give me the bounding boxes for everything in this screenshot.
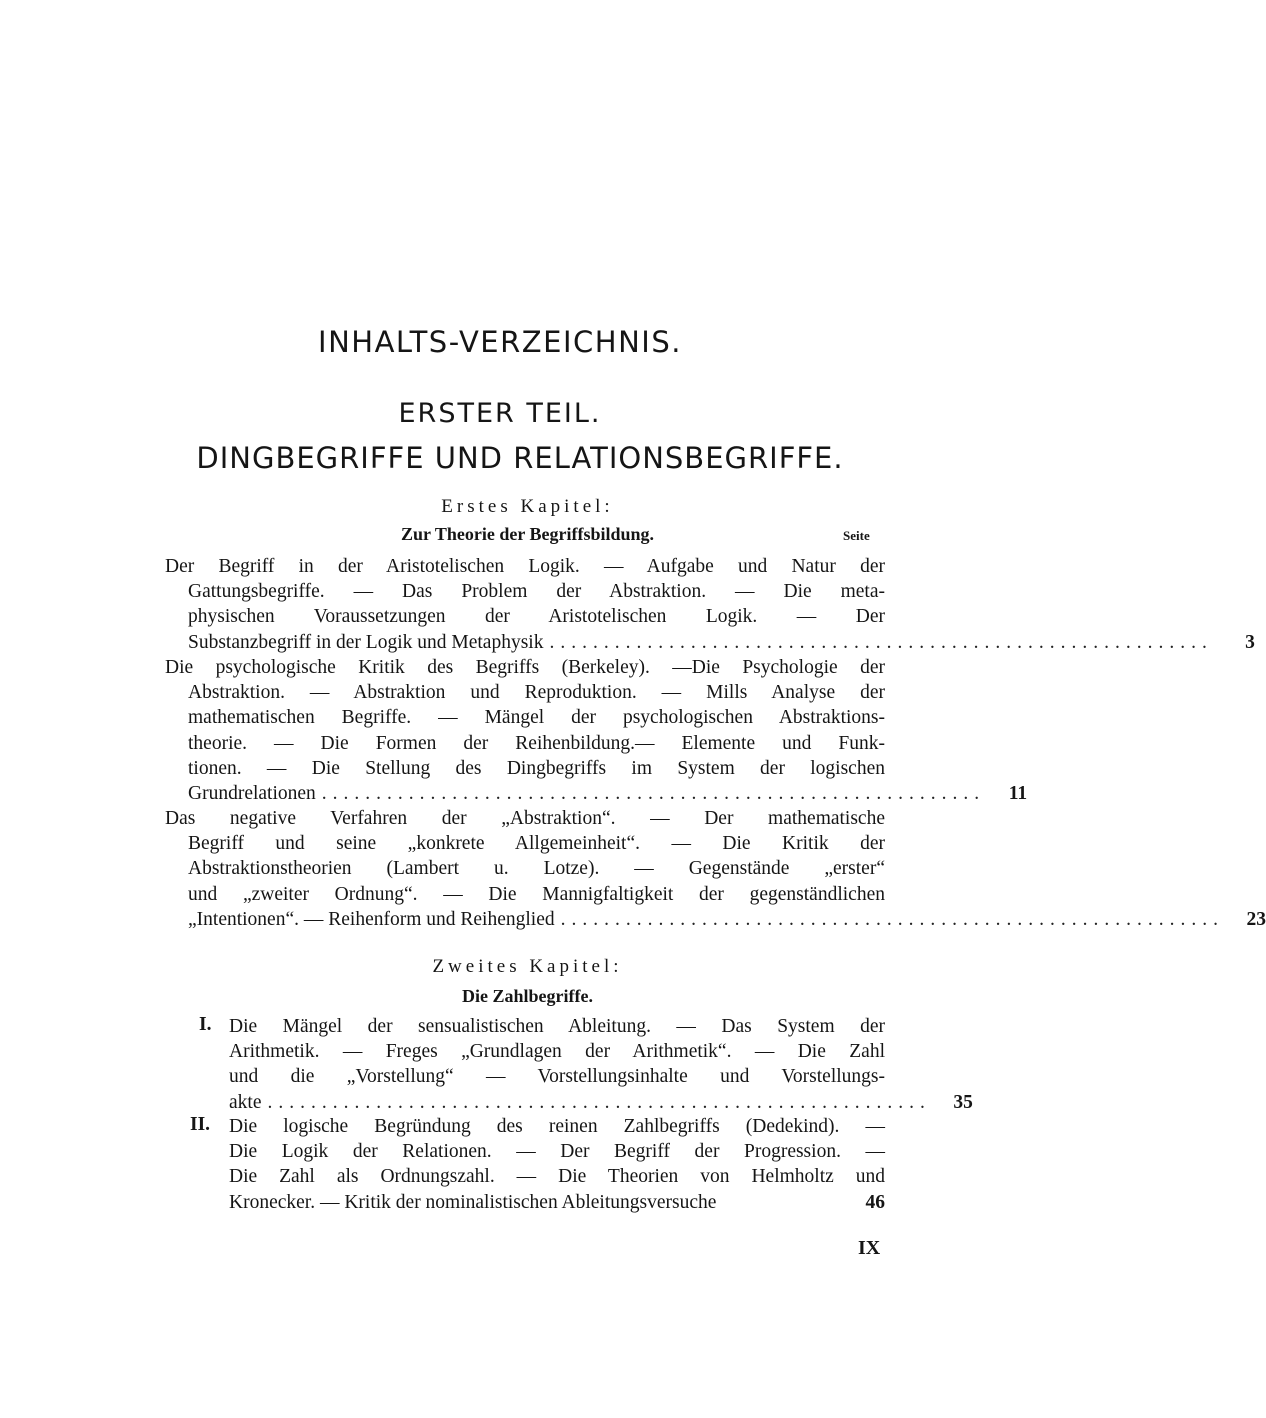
toc-entry [165,655,1028,806]
entry-line: physischen Voraussetzungen der Aristotelischen Logik. — Der [188,606,885,628]
entry-last-line [165,781,1028,806]
entry-line: Der Begriff in der Aristotelischen Logik. — Aufgabe und Natur der [165,556,885,577]
entry-line: Die Zahl als Ordnungszahl. — Die Theorien von Helmholtz und [229,1166,885,1188]
toc-entry [165,806,1266,932]
chapter-1-title: Zur Theorie der Begriffsbildung. [400,524,655,544]
entry-last-line [165,630,1255,655]
page-title: INHALTS-VERZEICHNIS. [318,325,682,359]
toc-entry [229,1114,885,1215]
entry-last-line [229,1090,973,1115]
chapter-2-title: Die Zahlbegriffe. [462,986,593,1006]
entry-line: tionen. — Die Stellung des Dingbegriffs im System der logischen [188,757,885,779]
leader-dots: ............................................................. [321,782,986,804]
chapter-2-label: Zweites Kapitel: [432,956,623,977]
part-name-heading: DINGBEGRIFFE UND RELATIONSBEGRIFFE. [196,441,844,475]
page-number: 23 [1246,908,1266,930]
entry-line: mathematischen Begriffe. — Mängel der psychologischen Abstraktions- [188,707,885,729]
page-number: 11 [1008,782,1028,804]
entry-line: Die logische Begründung des reinen Zahlbegriffs (Dedekind). — [229,1116,885,1137]
entry-line: Die Logik der Relationen. — Der Begriff der Progression. — [229,1141,885,1163]
leader-dots: ............................................................. [549,631,1213,653]
toc-entry [229,1014,973,1115]
toc-entry [165,554,1255,655]
page-number: 35 [953,1091,973,1113]
entry-last-line [165,907,1266,932]
entry-line: Die psychologische Kritik des Begriffs (Berkeley). —Die Psychologie der [165,657,885,678]
entry-line: Abstraktionstheorien (Lambert u. Lotze). — Gegenstände „erster“ [188,858,885,880]
part-heading: ERSTER TEIL. [398,398,602,429]
chapter-1-label: Erstes Kapitel: [441,496,614,517]
entry-line: akte [229,1091,262,1113]
entry-line: Abstraktion. — Abstraktion und Reproduktion. — Mills Analyse der [188,682,885,704]
entry-line: und die „Vorstellung“ — Vorstellungsinhalte und Vorstellungs- [229,1066,885,1088]
entry-line: Arithmetik. — Freges „Grundlagen der Arithmetik“. — Die Zahl [229,1041,885,1063]
entry-line: Begriff und seine „konkrete Allgemeinheit“. — Die Kritik der [188,833,885,855]
roman-numeral: I. [199,1014,212,1035]
page-number: 3 [1245,631,1255,653]
entry-line: theorie. — Die Formen der Reihenbildung.— Elemente und Funk- [188,732,885,754]
page-column-label: Seite [843,528,870,543]
entry-last-line [229,1190,885,1215]
entry-line: Gattungsbegriffe. — Das Problem der Abstraktion. — Die meta- [188,581,885,603]
entry-line: Das negative Verfahren der „Abstraktion“. — Der mathematische [165,808,885,829]
entry-line: Grundrelationen [188,782,316,804]
entry-line: „Intentionen“. — Reihenform und Reihenglied [188,908,555,930]
leader-dots: ............................................................. [560,908,1224,930]
page-folio: IX [858,1237,881,1259]
entry-line: und „zweiter Ordnung“. — Die Mannigfaltigkeit der gegenständlichen [188,883,885,905]
leader-dots: ............................................................. [267,1091,931,1113]
page-number: 46 [865,1191,885,1213]
entry-line: Kronecker. — Kritik der nominalistischen Ableitungsversuche [229,1191,717,1213]
entry-line: Die Mängel der sensualistischen Ableitung. — Das System der [229,1016,885,1037]
roman-numeral: II. [190,1114,211,1135]
entry-line: Substanzbegriff in der Logik und Metaphysik [188,631,544,653]
